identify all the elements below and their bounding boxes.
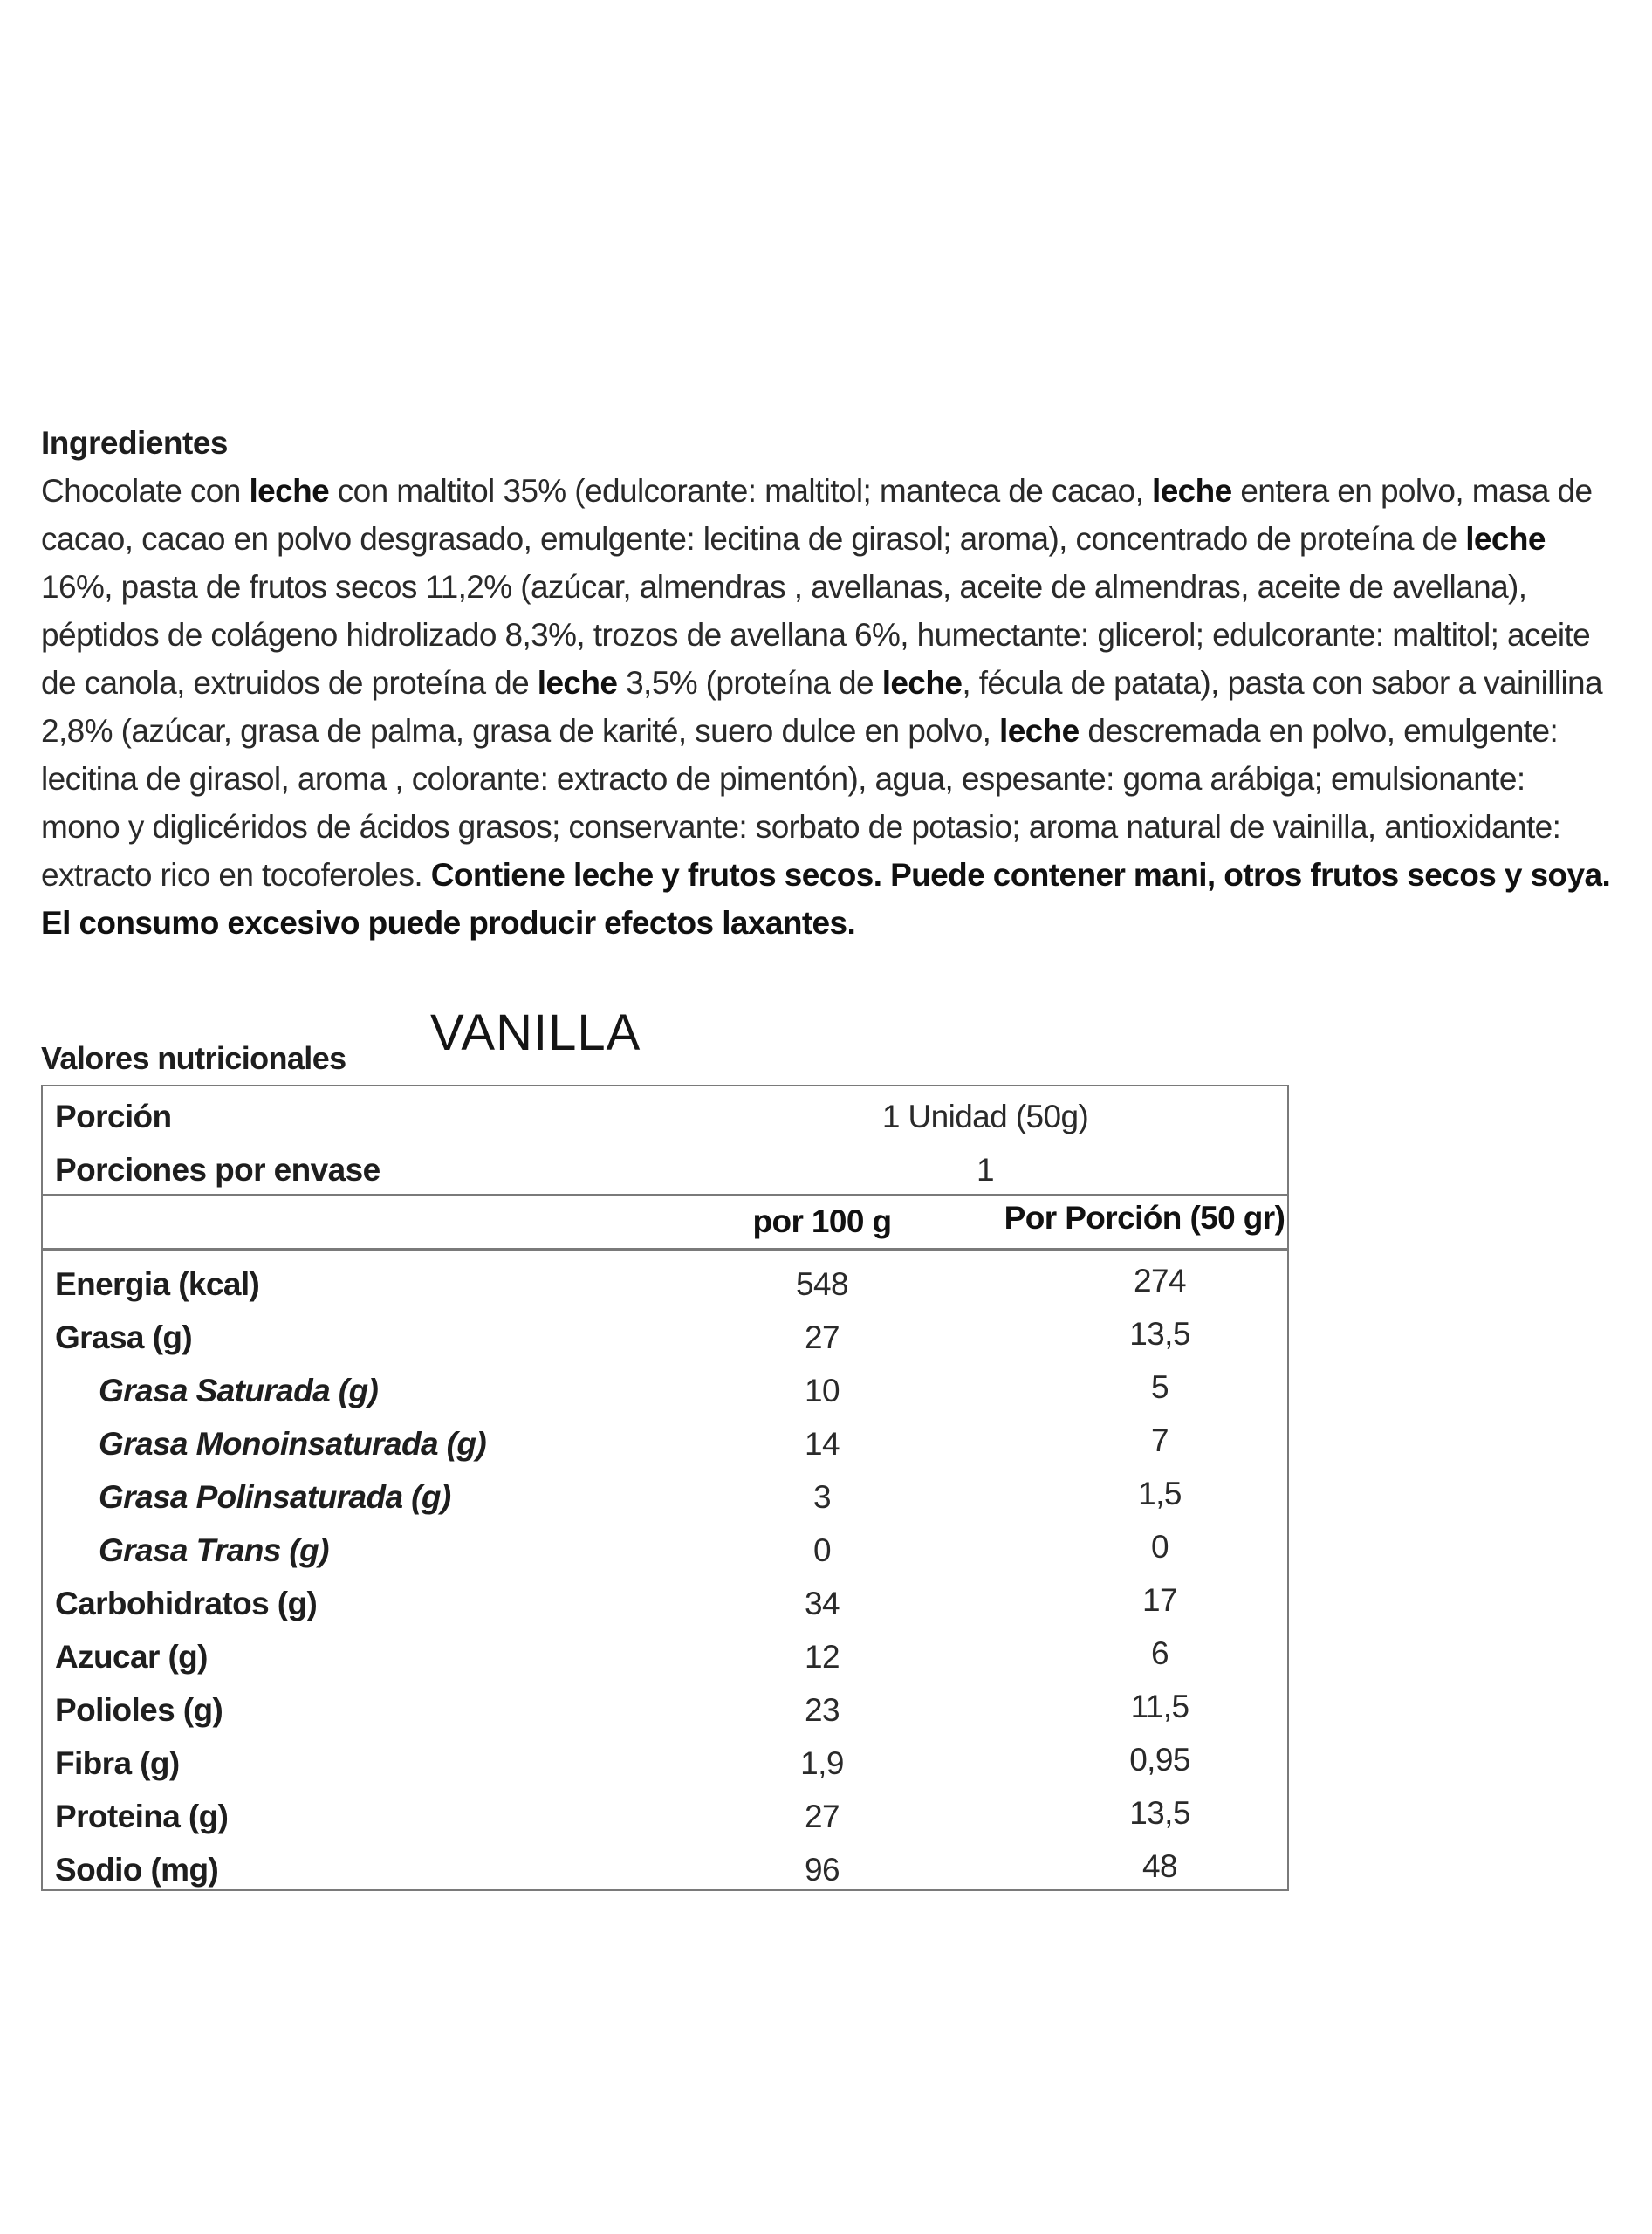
nutrient-value-per-100g: 27	[805, 1319, 840, 1355]
nutrient-value-per-serving: 13,5	[1129, 1795, 1190, 1831]
table-divider	[43, 1194, 1287, 1196]
nutrient-value-per-100g: 23	[805, 1692, 840, 1728]
nutrition-title: Valores nutricionales	[41, 1040, 346, 1076]
ingredients-text	[41, 467, 1612, 947]
nutrient-value-per-100g: 3	[813, 1479, 831, 1515]
nutrient-name: Azucar (g)	[55, 1639, 208, 1675]
serving-size-value: 1 Unidad (50g)	[881, 1099, 1089, 1134]
nutrient-name: Grasa Saturada (g)	[99, 1373, 379, 1408]
nutrient-row	[43, 1476, 1287, 1523]
nutrient-value-per-serving: 0	[1151, 1529, 1169, 1565]
nutrient-value-per-100g: 34	[805, 1586, 840, 1621]
nutrient-value-per-serving: 274	[1134, 1263, 1186, 1299]
ingredient-highlight: leche	[999, 713, 1080, 749]
ingredient-highlight: leche	[881, 665, 963, 701]
ingredient-text-segment: entera en polvo, masa de cacao, cacao en polvo desgrasado, emulgente: lecitina de girasol; aroma), concentrado de proteína de	[41, 473, 1593, 557]
servings-per-container-row	[43, 1152, 1287, 1196]
nutrient-name: Grasa (g)	[55, 1319, 193, 1355]
nutrient-name: Sodio (mg)	[55, 1852, 219, 1888]
nutrient-value-per-100g: 1,9	[800, 1745, 844, 1781]
ingredients-section	[41, 419, 1612, 947]
ingredient-text-segment: descremada en polvo, emulgente: lecitina de girasol, aroma , colorante: extracto de pimentón), agua, espesante: goma arábiga; emulsionante: mono y diglicéridos de ácidos grasos; conservante: sorbato de potasio; aroma natural de vainilla, antioxidante: extracto rico en tocoferoles.	[41, 713, 1561, 893]
table-divider	[43, 1248, 1287, 1251]
nutrient-value-per-serving: 0,95	[1129, 1742, 1190, 1778]
nutrient-name: Energia (kcal)	[55, 1266, 260, 1302]
nutrient-name: Carbohidratos (g)	[55, 1586, 318, 1621]
nutrient-value-per-serving: 5	[1151, 1369, 1169, 1405]
nutrient-value-per-100g: 0	[813, 1532, 831, 1568]
ingredient-highlight: leche	[1465, 521, 1546, 557]
nutrient-value-per-100g: 548	[796, 1266, 848, 1302]
flavor-label: VANILLA	[430, 1004, 641, 1061]
table-header-row	[43, 1200, 1287, 1247]
column-header-per-100g: por 100 g	[752, 1203, 892, 1239]
nutrient-row	[43, 1316, 1287, 1363]
ingredient-text-segment: 3,5% (proteína de	[617, 665, 882, 701]
nutrient-value-per-serving: 1,5	[1138, 1476, 1182, 1511]
nutrient-row	[43, 1529, 1287, 1576]
ingredient-highlight: leche	[1152, 473, 1232, 509]
nutrient-value-per-serving: 7	[1151, 1422, 1169, 1458]
nutrient-row	[43, 1422, 1287, 1470]
nutrient-value-per-serving: 48	[1142, 1848, 1177, 1884]
nutrient-value-per-100g: 96	[805, 1852, 840, 1888]
nutrient-row	[43, 1742, 1287, 1789]
nutrition-table	[41, 1085, 1289, 1891]
ingredient-text-segment: Chocolate con	[41, 473, 250, 509]
ingredients-title: Ingredientes	[41, 425, 228, 461]
serving-size-label: Porción	[55, 1099, 172, 1134]
nutrient-row	[43, 1369, 1287, 1416]
nutrient-row	[43, 1795, 1287, 1842]
ingredient-text-segment: con maltitol 35% (edulcorante: maltitol; manteca de cacao,	[329, 473, 1153, 509]
nutrient-row	[43, 1689, 1287, 1736]
servings-per-container-label: Porciones por envase	[55, 1152, 380, 1188]
nutrient-value-per-100g: 27	[805, 1799, 840, 1834]
nutrient-value-per-100g: 14	[805, 1426, 840, 1462]
nutrient-name: Grasa Polinsaturada (g)	[99, 1479, 451, 1515]
nutrient-name: Fibra (g)	[55, 1745, 180, 1781]
nutrient-row	[43, 1848, 1287, 1895]
nutrient-name: Proteina (g)	[55, 1799, 229, 1834]
ingredient-text-segment: 16%, pasta de frutos secos 11,2% (azúcar, almendras , avellanas, aceite de almendras, aceite de avellana), péptidos de colágeno hidrolizado 8,3%, trozos de avellana 6%, humectante: glicerol; edulcorante: maltitol; aceite de canola, extruidos de proteína de	[41, 569, 1591, 701]
servings-per-container-value: 1	[977, 1152, 994, 1188]
ingredient-text-segment: , fécula de patata), pasta con sabor a vainillina 2,8% (azúcar, grasa de palma, grasa de karité, suero dulce en polvo,	[41, 665, 1603, 749]
nutrient-row	[43, 1263, 1287, 1310]
nutrient-value-per-100g: 10	[805, 1373, 840, 1408]
ingredient-highlight: Contiene leche y frutos secos. Puede contener mani, otros frutos secos y soya. El consumo excesivo puede producir efectos laxantes.	[41, 857, 1611, 941]
nutrient-value-per-serving: 11,5	[1130, 1689, 1189, 1724]
nutrient-name: Grasa Monoinsaturada (g)	[99, 1426, 487, 1462]
nutrient-value-per-100g: 12	[805, 1639, 840, 1675]
nutrient-name: Polioles (g)	[55, 1692, 223, 1728]
serving-size-row	[43, 1099, 1287, 1142]
ingredient-highlight: leche	[249, 473, 330, 509]
nutrient-value-per-serving: 13,5	[1129, 1316, 1190, 1352]
nutrient-name: Grasa Trans (g)	[99, 1532, 329, 1568]
ingredient-highlight: leche	[537, 665, 618, 701]
nutrient-value-per-serving: 17	[1142, 1582, 1177, 1618]
nutrient-row	[43, 1582, 1287, 1629]
nutrient-value-per-serving: 6	[1151, 1635, 1169, 1671]
column-header-per-serving: Por Porción (50 gr)	[1004, 1200, 1285, 1236]
nutrient-row	[43, 1635, 1287, 1682]
